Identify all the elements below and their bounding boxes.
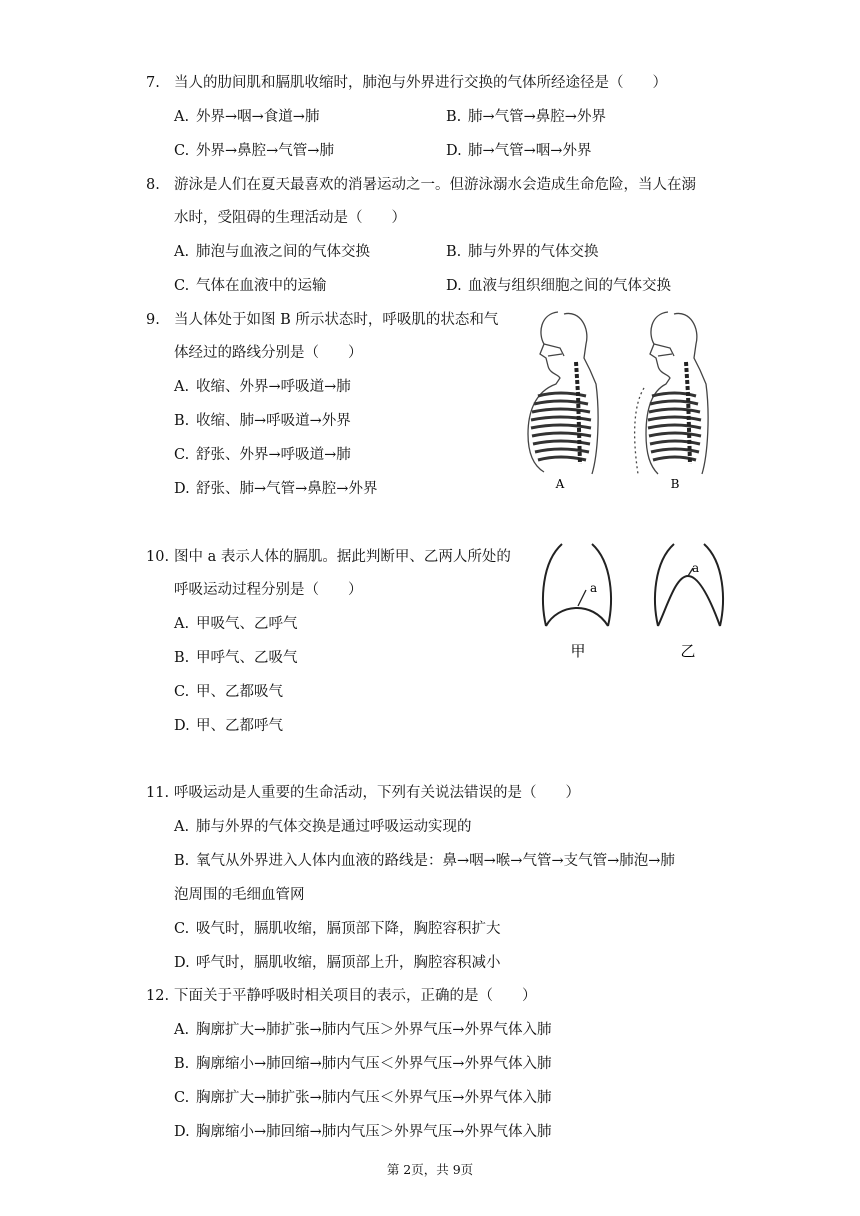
q10-number: 10.: [146, 549, 170, 565]
option-letter: C.: [174, 447, 190, 463]
q9-option-a: [174, 378, 351, 396]
option-letter: C.: [174, 921, 190, 937]
q12-option-c: [174, 1089, 551, 1107]
option-text: 肺与外界的气体交换是通过呼吸运动实现的: [196, 819, 472, 835]
q10-option-a: [174, 615, 298, 633]
q12-option-b: [174, 1055, 551, 1073]
q8-stem-line2: 水时，受阻碍的生理活动是（ ）: [174, 210, 406, 226]
q7-option-d: [446, 142, 591, 160]
option-letter: D.: [174, 955, 190, 971]
option-text: 肺→气管→鼻腔→外界: [468, 109, 606, 125]
label-a-jia: a: [590, 581, 598, 595]
q7-stem: 当人的肋间肌和膈肌收缩时，肺泡与外界进行交换的气体所经途径是（ ）: [174, 75, 667, 91]
q7-option-a: [174, 108, 319, 126]
q9-option-b: [174, 412, 351, 430]
q8-stem-line1: 游泳是人们在夏天最喜欢的消暑运动之一。但游泳溺水会造成生命危险，当人在溺: [174, 177, 696, 193]
option-letter: A.: [174, 616, 190, 632]
option-text: 收缩、外界→呼吸道→肺: [196, 379, 351, 395]
q11-number: 11.: [146, 785, 170, 801]
q9-option-d: [174, 480, 377, 498]
figure-label-a: A: [555, 477, 565, 491]
figure-label-b: B: [670, 477, 680, 491]
option-letter: A.: [174, 379, 190, 395]
q8-option-a: [174, 243, 370, 261]
option-letter: B.: [174, 1056, 190, 1072]
q8-option-b: [446, 243, 599, 261]
option-text: 甲呼气、乙吸气: [196, 650, 298, 666]
option-letter: B.: [174, 413, 190, 429]
q8-number: 8.: [146, 177, 160, 193]
q7-option-b: [446, 108, 606, 126]
option-text: 气体在血液中的运输: [196, 278, 327, 294]
option-text: 外界→鼻腔→气管→肺: [196, 143, 334, 159]
q11-option-b-line1: [174, 852, 675, 870]
option-text: 收缩、肺→呼吸道→外界: [196, 413, 351, 429]
q9-breathing-figure: [520, 304, 720, 494]
option-text: 胸廓缩小→肺回缩→肺内气压＞外界气压→外界气体入肺: [196, 1124, 552, 1140]
page-footer: 第 2页，共 9页: [386, 1162, 474, 1177]
option-letter: B.: [174, 650, 190, 666]
option-text: 舒张、外界→呼吸道→肺: [196, 447, 351, 463]
option-text: 胸廓扩大→肺扩张→肺内气压＞外界气压→外界气体入肺: [196, 1022, 552, 1038]
q10-stem-line2: 呼吸运动过程分别是（ ）: [174, 582, 363, 598]
q9-number: 9.: [146, 312, 160, 328]
option-letter: D.: [446, 278, 462, 294]
q11-stem: 呼吸运动是人重要的生命活动，下列有关说法错误的是（ ）: [174, 785, 580, 801]
figure-b-ribcage: [648, 393, 701, 460]
option-letter: D.: [174, 1124, 190, 1140]
q11-option-b-line2: 泡周围的毛细血管网: [174, 887, 305, 903]
option-letter: C.: [174, 684, 190, 700]
q11-option-c: [174, 920, 501, 938]
option-letter: C.: [174, 278, 190, 294]
option-text: 肺→气管→咽→外界: [468, 143, 592, 159]
option-letter: B.: [174, 853, 190, 869]
q9-stem-line1: 当人体处于如图 B 所示状态时，呼吸肌的状态和气: [174, 312, 499, 328]
option-text: 外界→咽→食道→肺: [196, 109, 320, 125]
q9-option-c: [174, 446, 351, 464]
q10-option-d: [174, 717, 283, 735]
q11-option-d: [174, 954, 501, 972]
label-jia: 甲: [570, 642, 586, 660]
q12-option-a: [174, 1021, 551, 1039]
option-letter: D.: [174, 481, 190, 497]
option-letter: C.: [174, 1090, 190, 1106]
q10-option-b: [174, 649, 298, 667]
option-text: 血液与组织细胞之间的气体交换: [468, 278, 671, 294]
diagram-jia: [543, 544, 611, 626]
option-letter: A.: [174, 244, 190, 260]
option-text: 甲吸气、乙呼气: [196, 616, 298, 632]
option-text: 舒张、肺→气管→鼻腔→外界: [196, 481, 378, 497]
option-text: 吸气时，膈肌收缩，膈顶部下降，胸腔容积扩大: [196, 921, 501, 937]
option-text: 甲、乙都呼气: [196, 718, 283, 734]
option-letter: A.: [174, 819, 190, 835]
option-letter: C.: [174, 143, 190, 159]
option-text: 胸廓缩小→肺回缩→肺内气压＜外界气压→外界气体入肺: [196, 1056, 552, 1072]
label-yi: 乙: [680, 642, 696, 660]
q10-option-c: [174, 683, 283, 701]
option-text: 肺泡与血液之间的气体交换: [196, 244, 370, 260]
option-text: 甲、乙都吸气: [196, 684, 283, 700]
q10-diaphragm-figure: [536, 540, 736, 670]
diagram-yi: [655, 544, 723, 626]
option-letter: A.: [174, 109, 190, 125]
option-text: 胸廓扩大→肺扩张→肺内气压＜外界气压→外界气体入肺: [196, 1090, 552, 1106]
q9-stem-line2: 体经过的路线分别是（ ）: [174, 345, 363, 361]
q11-option-a: [174, 818, 472, 836]
q8-option-c: [174, 277, 327, 295]
option-letter: A.: [174, 1022, 190, 1038]
option-text: 氧气从外界进入人体内血液的路线是：鼻→咽→喉→气管→支气管→肺泡→肺: [196, 853, 675, 869]
q12-number: 12.: [146, 988, 170, 1004]
option-letter: B.: [446, 244, 462, 260]
option-letter: B.: [446, 109, 462, 125]
q8-option-d: [446, 277, 671, 295]
q7-option-c: [174, 142, 334, 160]
label-a-yi: a: [692, 561, 700, 575]
q10-stem-line1: 图中 a 表示人体的膈肌。据此判断甲、乙两人所处的: [174, 549, 511, 565]
q12-option-d: [174, 1123, 551, 1141]
option-text: 肺与外界的气体交换: [468, 244, 599, 260]
option-letter: D.: [174, 718, 190, 734]
q12-stem: 下面关于平静呼吸时相关项目的表示，正确的是（ ）: [174, 988, 537, 1004]
option-text: 呼气时，膈肌收缩，膈顶部上升，胸腔容积减小: [196, 955, 501, 971]
figure-a-ribcage: [531, 393, 591, 460]
option-letter: D.: [446, 143, 462, 159]
q7-number: 7.: [146, 75, 160, 91]
